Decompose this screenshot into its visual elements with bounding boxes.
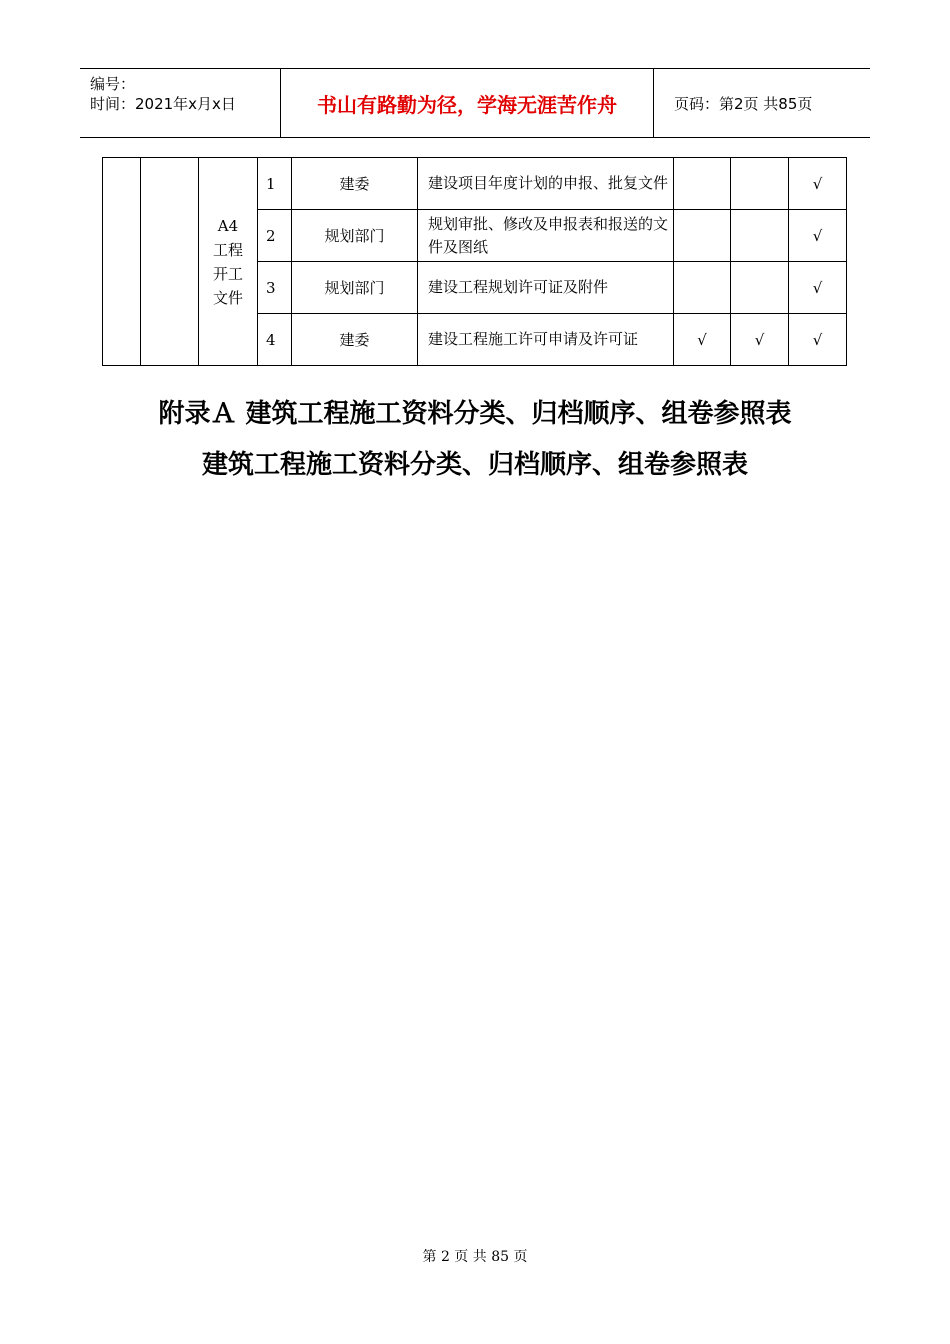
row-number: 1 xyxy=(258,158,292,210)
row-dept: 建委 xyxy=(292,158,418,210)
check-cell xyxy=(731,262,789,314)
check-cell xyxy=(674,262,731,314)
check-cell xyxy=(674,210,731,262)
page-info-text: 页码：第2页 共85页 xyxy=(674,94,813,113)
page-footer: 第 2 页 共 85 页 xyxy=(422,1249,528,1265)
category-line: 工程 xyxy=(212,240,243,259)
check-cell xyxy=(731,158,789,210)
check-cell xyxy=(674,158,731,210)
category-line: A4 xyxy=(217,216,239,235)
appendix-title: 附录Ａ 建筑工程施工资料分类、归档顺序、组卷参照表 xyxy=(158,399,792,429)
check-cell xyxy=(731,210,789,262)
check-cell: √ xyxy=(674,314,731,366)
table-row xyxy=(103,158,847,210)
header-motto: 书山有路勤为径，学海无涯苦作舟 xyxy=(281,69,654,137)
category-cell xyxy=(199,158,258,366)
category-line: 文件 xyxy=(212,288,243,307)
check-cell: √ xyxy=(789,314,847,366)
header-page-info xyxy=(664,69,870,137)
serial-label: 编号： xyxy=(90,75,136,93)
row-number: 3 xyxy=(258,262,292,314)
archive-table xyxy=(102,157,847,366)
row-desc: 建设工程施工许可申请及许可证 xyxy=(418,314,674,366)
row-number: 2 xyxy=(258,210,292,262)
row-desc: 规划审批、修改及申报表和报送的文件及图纸 xyxy=(418,210,674,262)
check-cell: √ xyxy=(789,210,847,262)
header-meta-cell xyxy=(80,69,281,137)
date-label: 时间：2021年x月x日 xyxy=(90,95,236,113)
empty-cell xyxy=(103,158,141,366)
appendix-subtitle: 建筑工程施工资料分类、归档顺序、组卷参照表 xyxy=(201,450,748,480)
row-desc: 建设项目年度计划的申报、批复文件 xyxy=(418,158,674,210)
row-dept: 建委 xyxy=(292,314,418,366)
row-dept: 规划部门 xyxy=(292,262,418,314)
row-number: 4 xyxy=(258,314,292,366)
check-cell: √ xyxy=(789,158,847,210)
category-line: 开工 xyxy=(212,264,243,283)
check-cell: √ xyxy=(789,262,847,314)
empty-cell xyxy=(141,158,199,366)
page-header xyxy=(80,68,870,138)
row-dept: 规划部门 xyxy=(292,210,418,262)
row-desc: 建设工程规划许可证及附件 xyxy=(418,262,674,314)
check-cell: √ xyxy=(731,314,789,366)
